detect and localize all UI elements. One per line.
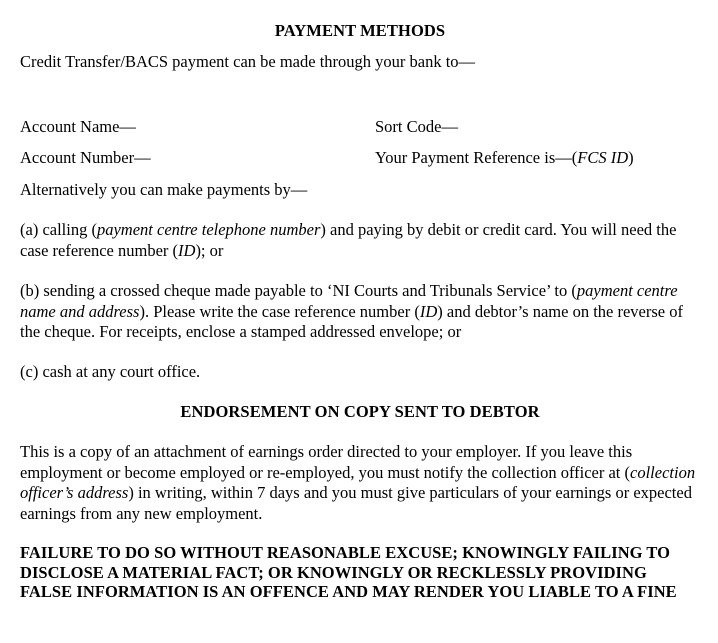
account-name-label: Account Name— [20,117,136,136]
option-b-middle: ). Please write the case reference number ( [139,301,420,321]
option-a-middle: ) and paying by debit or credit card. You will need the case reference number ( [20,220,677,260]
bacs-intro-text: Credit Transfer/BACS payment can be made through your bank to— [20,52,476,71]
sort-code-label: Sort Code— [375,117,458,136]
option-b-suffix: ) and debtor’s name on the reverse of the cheque. For receipts, enclose a stamped addressed envelope; or [20,301,683,341]
option-a-paragraph [20,220,700,261]
fcs-id-placeholder: FCS ID [577,148,629,167]
offence-warning: FAILURE TO DO SO WITHOUT REASONABLE EXCUSE; KNOWINGLY FAILING TO DISCLOSE A MATERIAL FACT; OR KNOWINGLY OR RECKLESSLY PROVIDING FALSE INFORMATION IS AN OFFENCE AND MAY RENDER YOU LIABLE TO A FINE [20,543,677,601]
option-b-paragraph [20,281,700,343]
endorsement-suffix: ) in writing, within 7 days and you must give particulars of your earnings or expected earnings from any new employment. [20,483,692,523]
endorsement-heading: ENDORSEMENT ON COPY SENT TO DEBTOR [180,402,540,421]
option-a-prefix: (a) calling ( [20,220,97,239]
payment-centre-placeholder: payment centre name and address [20,281,678,321]
option-c-text: (c) cash at any court office. [20,362,201,381]
alternatively-text: Alternatively you can make payments by— [20,180,308,199]
option-b-prefix: (b) sending a crossed cheque made payable to ‘NI Courts and Tribunals Service’ to ( [20,281,577,300]
payment-methods-heading: PAYMENT METHODS [274,21,446,40]
id-placeholder: ID [419,301,438,321]
payment-reference-label [375,148,634,168]
endorsement-paragraph [20,442,700,524]
endorsement-prefix: This is a copy of an attachment of earnings order directed to your employer. If you leave this employment or become employed or re-employed, you must notify the collection officer at ( [20,442,633,482]
account-number-label: Account Number— [20,148,151,167]
payment-reference-text: Your Payment Reference is—( [375,148,578,167]
id-placeholder: ID [178,240,196,260]
option-a-suffix: ); or [195,240,224,260]
telephone-placeholder: payment centre telephone number [96,220,321,239]
collection-officer-placeholder: collection officer’s address [20,462,696,502]
payment-reference-close: ) [628,148,634,167]
